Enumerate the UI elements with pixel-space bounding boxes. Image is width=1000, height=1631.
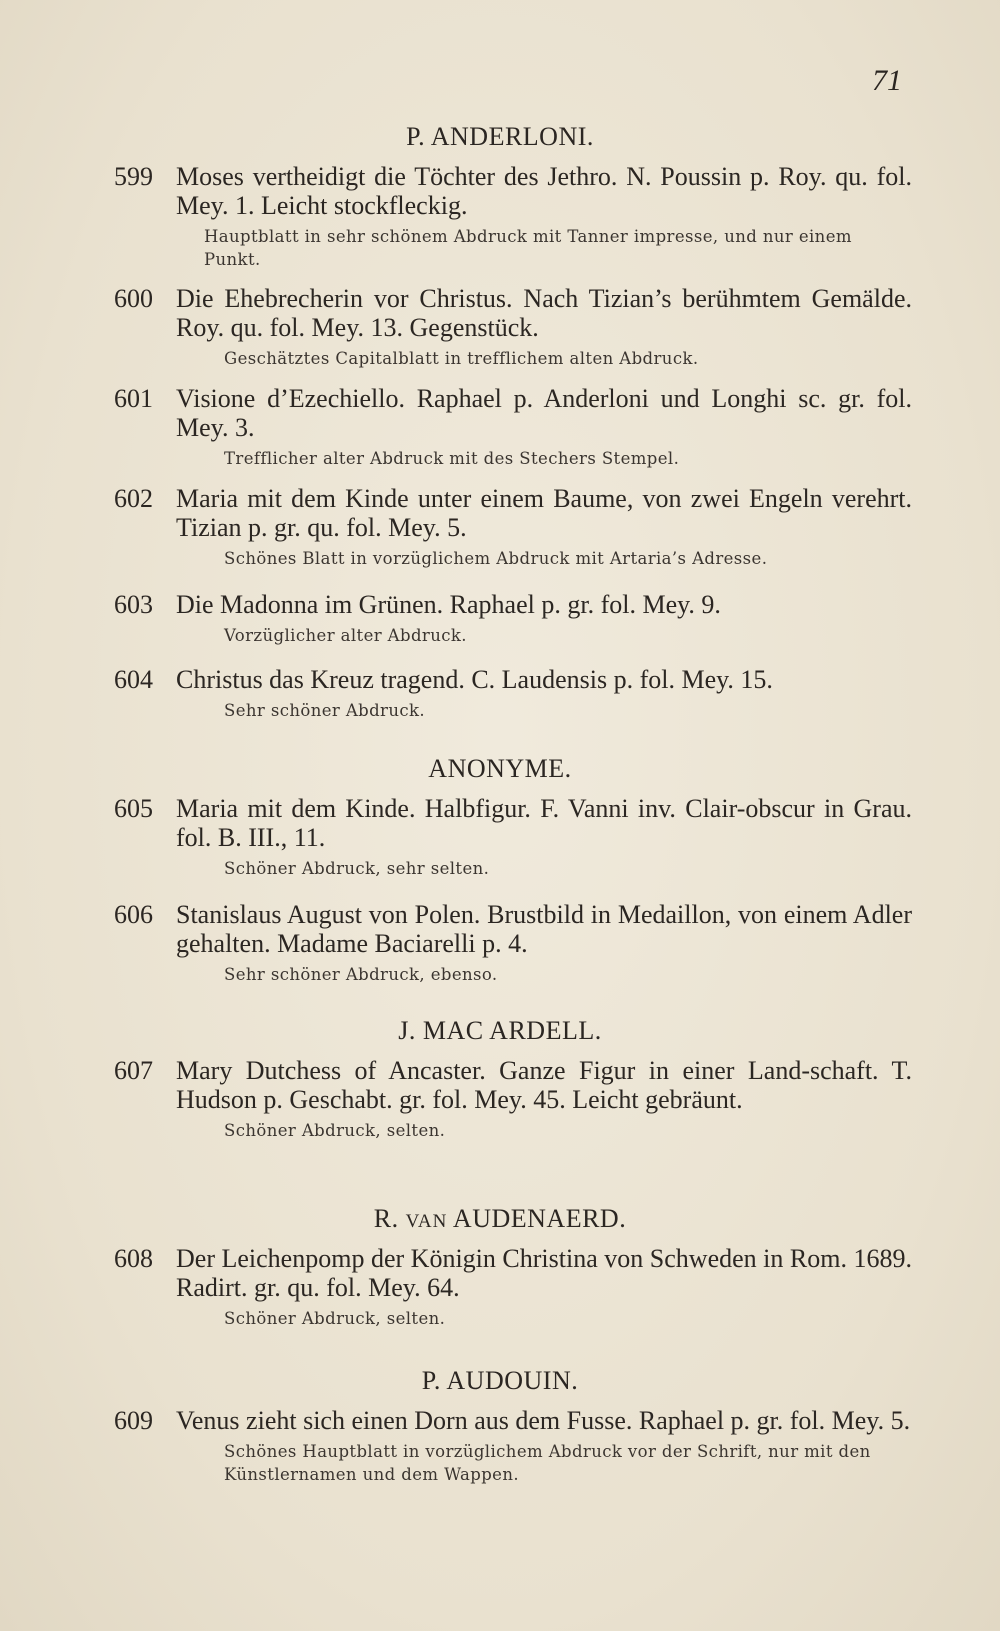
entry-text: Stanislaus August von Polen. Brustbild in Medaillon, von einem Adler gehalten. Madame Baciarelli p. 4. (176, 900, 912, 958)
section-heading-anderloni: P. ANDERLONI. (406, 122, 594, 151)
entry-note: Geschätztes Capitalblatt in trefflichem alten Abdruck. (224, 349, 699, 368)
entry-number: 604 (114, 665, 153, 694)
entry-number: 609 (114, 1406, 153, 1435)
entry-note: Schönes Blatt in vorzüglichem Abdruck mit Artaria’s Adresse. (224, 549, 768, 568)
entry-text: Maria mit dem Kinde. Halbfigur. F. Vanni inv. Clair-obscur in Grau. fol. B. III., 11. (176, 794, 912, 852)
entry-number: 601 (114, 384, 153, 413)
entry-note: Trefflicher alter Abdruck mit des Stechers Stempel. (224, 449, 680, 468)
catalogue-entry-603 (114, 590, 912, 647)
entry-text: Maria mit dem Kinde unter einem Baume, von zwei Engeln verehrt. Tizian p. gr. qu. fol. Mey. 5. (176, 484, 912, 542)
entry-text: Die Madonna im Grünen. Raphael p. gr. fol. Mey. 9. (176, 590, 721, 619)
catalogue-entry-600 (114, 284, 912, 370)
entry-note: Vorzüglicher alter Abdruck. (224, 626, 467, 645)
entry-text: Venus zieht sich einen Dorn aus dem Fusse. Raphael p. gr. fol. Mey. 5. (176, 1406, 911, 1435)
section-heading-van-audenaerd (0, 1204, 1000, 1234)
heading-surname: AUDENAERD. (447, 1204, 627, 1233)
entry-note: Schöner Abdruck, selten. (224, 1309, 446, 1328)
section-heading-anonyme: ANONYME. (428, 754, 572, 783)
entry-number: 606 (114, 900, 153, 929)
heading-initial: R. (373, 1204, 406, 1233)
section-heading-mac-ardell: J. MAC ARDELL. (398, 1016, 602, 1045)
catalogue-entry-599 (114, 162, 912, 271)
catalogue-entry-604 (114, 665, 912, 722)
entry-note: Sehr schöner Abdruck, ebenso. (224, 965, 498, 984)
page-number: 71 (872, 64, 902, 97)
entry-note: Hauptblatt in sehr schönem Abdruck mit Tanner impresse, und nur einem Punkt. (204, 227, 852, 269)
entry-number: 603 (114, 590, 153, 619)
section-heading-audouin: P. AUDOUIN. (421, 1366, 579, 1395)
catalogue-entry-607 (114, 1056, 912, 1142)
entry-number: 605 (114, 794, 153, 823)
entry-number: 599 (114, 162, 153, 191)
entry-text: Mary Dutchess of Ancaster. Ganze Figur in einer Land-schaft. T. Hudson p. Geschabt. gr. fol. Mey. 45. Leicht gebräunt. (176, 1056, 912, 1114)
catalogue-entry-605 (114, 794, 912, 880)
entry-note: Schöner Abdruck, selten. (224, 1121, 446, 1140)
entry-note: Schöner Abdruck, sehr selten. (224, 859, 490, 878)
entry-number: 602 (114, 484, 153, 513)
entry-number: 607 (114, 1056, 153, 1085)
catalogue-entry-602 (114, 484, 912, 570)
entry-text: Die Ehebrecherin vor Christus. Nach Tizian’s berühmtem Gemälde. Roy. qu. fol. Mey. 13. Gegenstück. (176, 284, 912, 342)
entry-text: Moses vertheidigt die Töchter des Jethro. N. Poussin p. Roy. qu. fol. Mey. 1. Leicht stockfleckig. (176, 162, 912, 220)
catalogue-entry-606 (114, 900, 912, 986)
entry-number: 600 (114, 284, 153, 313)
catalogue-entry-609 (114, 1406, 912, 1486)
entry-text: Visione d’Ezechiello. Raphael p. Anderloni und Longhi sc. gr. fol. Mey. 3. (176, 384, 912, 442)
entry-number: 608 (114, 1244, 153, 1273)
entry-text: Christus das Kreuz tragend. C. Laudensis p. fol. Mey. 15. (176, 665, 773, 694)
catalogue-entry-608 (114, 1244, 912, 1330)
catalogue-entry-601 (114, 384, 912, 470)
entry-note: Sehr schöner Abdruck. (224, 701, 426, 720)
entry-note: Schönes Hauptblatt in vorzüglichem Abdruck vor der Schrift, nur mit den Künstlernamen und dem Wappen. (224, 1442, 871, 1484)
heading-small-caps: VAN (405, 1211, 448, 1232)
entry-text: Der Leichenpomp der Königin Christina von Schweden in Rom. 1689. Radirt. gr. qu. fol. Mey. 64. (176, 1244, 912, 1302)
